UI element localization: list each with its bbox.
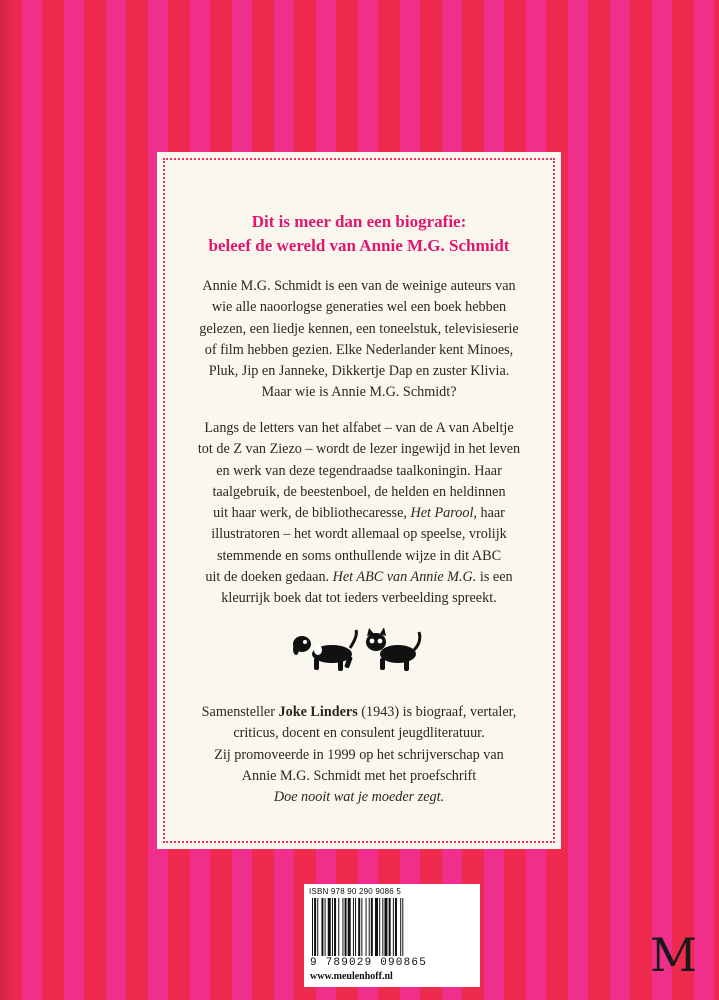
intro-paragraph bbox=[175, 276, 543, 404]
barcode-bar bbox=[348, 898, 351, 956]
barcode-bar bbox=[332, 898, 333, 956]
barcode-bar bbox=[366, 898, 367, 956]
barcode-label bbox=[304, 884, 480, 987]
barcode-bar bbox=[384, 898, 387, 956]
headline bbox=[157, 210, 561, 258]
barcode-bar bbox=[379, 898, 380, 956]
body-text: uit haar werk, de bibliothecaresse, bbox=[213, 505, 411, 522]
barcode-bar bbox=[361, 898, 362, 956]
barcode-bar bbox=[369, 898, 370, 956]
body-line bbox=[175, 567, 543, 588]
cat-icon bbox=[366, 628, 420, 671]
barcode-bar bbox=[355, 898, 356, 956]
author-text: (1943) is biograaf, vertaler, bbox=[357, 704, 517, 720]
barcode-bar bbox=[317, 898, 318, 956]
spine-shadow bbox=[0, 0, 16, 1000]
body-text: , haar bbox=[473, 505, 505, 522]
intro-line: Annie M.G. Schmidt is een van de weinige auteurs van bbox=[202, 278, 516, 294]
barcode-digits: 9 789029 090865 bbox=[310, 957, 428, 969]
barcode-bar bbox=[393, 898, 394, 956]
author-text: Samensteller bbox=[201, 704, 279, 720]
barcode-bar bbox=[338, 898, 339, 956]
barcode-bar bbox=[375, 898, 378, 956]
barcode-bar bbox=[312, 898, 313, 956]
body-line: taalgebruik, de beestenboel, de helden en heldinnen bbox=[212, 483, 506, 500]
intro-line: Maar wie is Annie M.G. Schmidt? bbox=[261, 384, 457, 401]
author-paragraph bbox=[175, 702, 543, 808]
headline-line-1: Dit is meer dan een biografie: bbox=[251, 212, 467, 231]
barcode-bar bbox=[402, 898, 403, 956]
barcode-bar bbox=[395, 898, 397, 956]
barcode-bar bbox=[321, 898, 323, 956]
barcode-bar bbox=[353, 898, 354, 956]
body-line: kleurrijk boek dat tot ieders verbeelding spreekt. bbox=[221, 590, 497, 607]
barcode-bar bbox=[325, 898, 326, 956]
body-text: is een bbox=[476, 569, 513, 586]
newspaper-title: Het Parool bbox=[410, 505, 474, 522]
barcode-bar bbox=[389, 898, 391, 956]
barcode bbox=[310, 898, 474, 958]
body-paragraph bbox=[175, 418, 543, 610]
body-text: uit de doeken gedaan. bbox=[205, 569, 333, 586]
intro-line: gelezen, een liedje kennen, een toneelstuk, televisieserie bbox=[199, 320, 519, 337]
author-line: Annie M.G. Schmidt met het proefschrift bbox=[241, 767, 477, 784]
intro-line: wie alle naoorlogse generaties wel een boek hebben bbox=[211, 299, 507, 316]
barcode-bar bbox=[371, 898, 373, 956]
intro-line: Pluk, Jip en Janneke, Dikkertje Dap en zuster Klivia. bbox=[208, 363, 510, 380]
thesis-title: Doe nooit wat je moeder zegt. bbox=[273, 789, 445, 806]
barcode-bar bbox=[382, 898, 383, 956]
publisher-logo: M bbox=[650, 928, 698, 982]
barcode-bar bbox=[334, 898, 336, 956]
text-panel bbox=[157, 152, 561, 849]
cat-and-dog-illustration bbox=[292, 628, 424, 674]
dog-icon bbox=[293, 630, 356, 671]
body-line: Langs de letters van het alfabet – van de A van Abeltje bbox=[204, 420, 514, 436]
author-line: Zij promoveerde in 1999 op het schrijverschap van bbox=[214, 746, 504, 763]
body-line: tot de Z van Ziezo – wordt de lezer ingewijd in het leven bbox=[197, 441, 521, 458]
body-line bbox=[175, 503, 543, 524]
author-name: Joke Linders bbox=[278, 704, 358, 720]
body-line: en werk van deze tegendraadse taalkoningin. Haar bbox=[216, 462, 502, 479]
barcode-bar bbox=[400, 898, 401, 956]
barcode-bar bbox=[314, 898, 316, 956]
barcode-bar bbox=[328, 898, 331, 956]
author-line: criticus, docent en consulent jeugdliteratuur. bbox=[233, 725, 485, 742]
body-line: illustratoren – het wordt allemaal op speelse, vrolijk bbox=[211, 526, 507, 543]
barcode-bar bbox=[358, 898, 360, 956]
isbn-number: ISBN 978 90 290 9086 5 bbox=[309, 887, 402, 896]
barcode-bar bbox=[342, 898, 343, 956]
barcode-bar bbox=[345, 898, 347, 956]
intro-line: of film hebben gezien. Elke Nederlander kent Minoes, bbox=[204, 341, 514, 358]
author-line bbox=[175, 702, 543, 723]
headline-line-2: beleef de wereld van Annie M.G. Schmidt bbox=[208, 236, 510, 255]
body-line: stemmende en soms onthullende wijze in dit ABC bbox=[216, 547, 502, 564]
publisher-url: www.meulenhoff.nl bbox=[310, 971, 393, 982]
book-title: Het ABC van Annie M.G. bbox=[332, 569, 477, 586]
